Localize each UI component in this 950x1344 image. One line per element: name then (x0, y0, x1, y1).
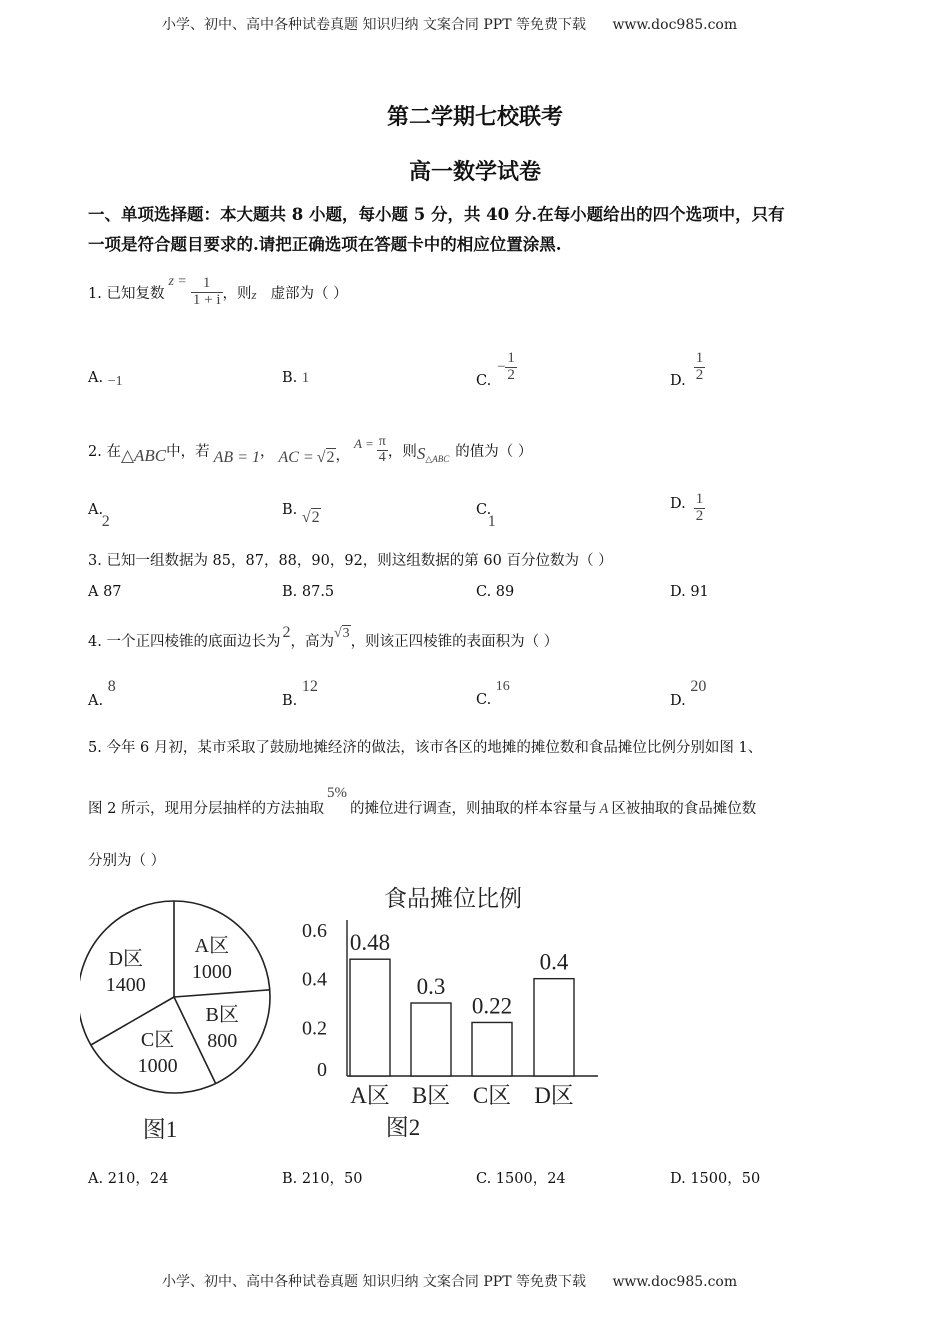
q2-option-d[interactable] (670, 484, 705, 532)
header-text: 小学、初中、高中各种试卷真题 知识归纳 文案合同 PPT 等免费下载 (162, 17, 586, 33)
q2-option-a[interactable] (88, 501, 116, 530)
q4-option-a[interactable] (88, 678, 116, 709)
q3-option-d[interactable]: D. 91 (670, 584, 709, 600)
q1-option-d[interactable] (670, 344, 705, 390)
q3-option-a[interactable]: A 87 (88, 584, 122, 600)
option-label: B. (282, 693, 298, 709)
bar-D区 (534, 979, 574, 1076)
q3-option-c[interactable]: C. 89 (476, 584, 515, 600)
q5-option-b[interactable]: B. 210，50 (282, 1171, 363, 1187)
q5-option-c[interactable]: C. 1500，24 (476, 1171, 566, 1187)
q4-prefix: 4. 一个正四棱锥的底面边长为 (88, 633, 281, 650)
frac-num: 1 (695, 490, 704, 507)
q2-a-eq: A = (354, 436, 374, 451)
q1-fraction (191, 276, 223, 309)
option-sqrt: √2 (301, 509, 320, 526)
bar-B区 (411, 1003, 451, 1076)
q2-s: S (416, 444, 426, 463)
y-tick-label: 0.4 (302, 968, 327, 991)
option-value: −1 (107, 374, 123, 389)
pie-slice-label: C区 (140, 1029, 175, 1052)
frac-den: 2 (695, 366, 704, 383)
bar-chart (302, 886, 598, 1108)
q2-option-c[interactable] (476, 501, 504, 530)
q2-mid2: ，则 (387, 443, 417, 460)
footer-text: 小学、初中、高中各种试卷真题 知识归纳 文案合同 PPT 等免费下载 (162, 1274, 586, 1290)
q1-option-a[interactable] (88, 370, 123, 387)
x-category-label: C区 (472, 1083, 512, 1108)
bar-data-label: 0.22 (471, 993, 513, 1019)
option-value: 20 (690, 678, 707, 695)
figure-2-caption: 图2 (385, 1115, 421, 1140)
option-label: A. (88, 693, 104, 709)
question-5-line2 (88, 786, 756, 818)
q1-frac-num: 1 (202, 274, 211, 291)
pie-slice-value: 1000 (137, 1055, 178, 1078)
option-label: D. (670, 496, 686, 512)
option-label: D. (670, 693, 686, 709)
frac-num: 1 (695, 349, 704, 366)
pie-slice-label: D区 (108, 948, 144, 971)
option-label: C. (476, 373, 492, 389)
pie-slice-value: 800 (207, 1029, 238, 1052)
x-category-label: A区 (350, 1083, 390, 1108)
question-3: 3. 已知一组数据为 85，87，88，90，92，则这组数据的第 60 百分位数为（ ） (88, 553, 613, 569)
frac-den: 2 (695, 507, 704, 524)
page-footer (162, 1271, 737, 1291)
question-1 (88, 262, 348, 322)
q5-line2-post-b: 区被抽取的食品摊位数 (611, 801, 757, 817)
q1-option-b[interactable] (282, 370, 309, 387)
q5-line2-pre: 图 2 所示，现用分层抽样的方法抽取 (88, 801, 324, 817)
q4-sqrt: √3 (333, 626, 350, 641)
header-url[interactable]: www.doc985.com (612, 17, 738, 33)
q1-mid: ，则 (222, 285, 252, 302)
y-tick-label: 0.2 (302, 1017, 327, 1040)
q1-z: z (251, 287, 257, 302)
x-category-label: B区 (411, 1083, 451, 1108)
figure-1-caption: 图1 (142, 1117, 178, 1142)
option-sqrt-radicand: 2 (311, 509, 320, 526)
q2-post: 的值为（ ） (455, 443, 533, 460)
option-label: B. (282, 370, 298, 386)
q1-prefix: 1. 已知复数 (88, 285, 165, 302)
q2-prefix: 2. 在 (88, 443, 121, 460)
option-label: C. (476, 692, 492, 708)
bar-data-label: 0.3 (416, 974, 446, 999)
q2-angle-fraction (377, 435, 388, 465)
q4-mid: ，高为 (290, 633, 334, 650)
q2-sqrt-radicand: 2 (326, 449, 335, 466)
q4-option-d[interactable] (670, 678, 707, 709)
pie-slice-label: B区 (205, 1003, 239, 1026)
option-label: C. (476, 502, 492, 518)
section-heading-line1: 一、单项选择题：本大题共 8 小题，每小题 5 分，共 40 分.在每小题给出的四个选项中，只有 (88, 205, 785, 224)
option-label: A. (88, 502, 104, 518)
option-value: 2 (101, 513, 110, 530)
option-label: D. (670, 373, 686, 389)
q1-frac-den: 1 + i (192, 291, 221, 308)
section-heading-line2: 一项是符合题目要求的.请把正确选项在答题卡中的相应位置涂黑. (88, 235, 562, 254)
option-value: 12 (301, 678, 318, 695)
bar-data-label: 0.4 (539, 949, 569, 975)
q1-option-c[interactable] (476, 344, 517, 390)
q2-sep2: ， (335, 447, 351, 464)
q4-sqrt-radicand: 3 (342, 626, 350, 641)
question-5-line3: 分别为（ ） (88, 853, 166, 869)
exam-title: 第二学期七校联考 (386, 104, 563, 130)
q2-a-num: π (378, 433, 386, 449)
q2-triangle: △ABC (120, 446, 167, 465)
question-4 (88, 622, 558, 658)
q5-option-a[interactable]: A. 210，24 (88, 1171, 169, 1187)
q1-z-eq: z = (168, 274, 187, 289)
y-tick-label: 0.6 (302, 920, 327, 942)
q5-area-a: A (599, 801, 609, 817)
x-category-label: D区 (534, 1083, 574, 1108)
q2-sep1: ， (259, 443, 275, 460)
q2-s-sub: △ABC (425, 453, 450, 464)
option-fraction (505, 351, 517, 384)
q5-figures (80, 876, 620, 1146)
option-sign: − (497, 358, 506, 375)
q2-ab: AB = 1 (213, 449, 260, 466)
question-5-line1: 5. 今年 6 月初，某市采取了鼓励地摊经济的做法，该市各区的地摊的摊位数和食品摊位比例分别如图 1、 (88, 740, 763, 756)
q3-option-b[interactable]: B. 87.5 (282, 584, 335, 600)
page-header (162, 14, 737, 34)
pie-chart (80, 901, 270, 1093)
q2-sqrt: √2 (316, 449, 335, 466)
option-value: 1 (487, 513, 496, 530)
q4-post: ，则该正四棱锥的表面积为（ ） (350, 633, 559, 650)
bar-chart-title: 食品摊位比例 (384, 886, 522, 911)
frac-num: 1 (507, 349, 515, 366)
frac-den: 2 (507, 366, 515, 383)
bar-A区 (350, 959, 390, 1076)
q2-mid1: 中，若 (166, 443, 210, 460)
option-label: A. (88, 370, 104, 386)
option-label: B. (282, 502, 298, 518)
bar-C区 (472, 1022, 512, 1076)
pie-slice-label: A区 (194, 935, 230, 958)
pie-slice-value: 1000 (191, 961, 232, 984)
option-value: 1 (301, 370, 310, 386)
option-value: 16 (495, 679, 510, 694)
q1-post: 虚部为（ ） (270, 285, 348, 302)
exam-subtitle: 高一数学试卷 (408, 159, 541, 185)
q2-a-den: 4 (378, 449, 386, 465)
bar-data-label: 0.48 (349, 930, 391, 956)
footer-url[interactable]: www.doc985.com (612, 1274, 738, 1290)
q4-option-b[interactable] (282, 678, 318, 709)
y-tick-label: 0 (317, 1059, 327, 1081)
q2-option-b[interactable] (282, 501, 321, 526)
option-value: 8 (107, 678, 116, 695)
q5-percent: 5% (326, 785, 347, 801)
q4-option-c[interactable] (476, 678, 510, 708)
question-2 (88, 426, 532, 474)
q4-side: 2 (282, 624, 291, 641)
q2-ac: AC = (278, 449, 314, 466)
option-fraction (694, 492, 706, 525)
q5-line2-post-a: 的摊位进行调查，则抽取的样本容量与 (349, 801, 597, 817)
q5-option-d[interactable]: D. 1500，50 (670, 1171, 761, 1187)
pie-slice-value: 1400 (105, 974, 146, 997)
option-fraction (694, 351, 706, 384)
